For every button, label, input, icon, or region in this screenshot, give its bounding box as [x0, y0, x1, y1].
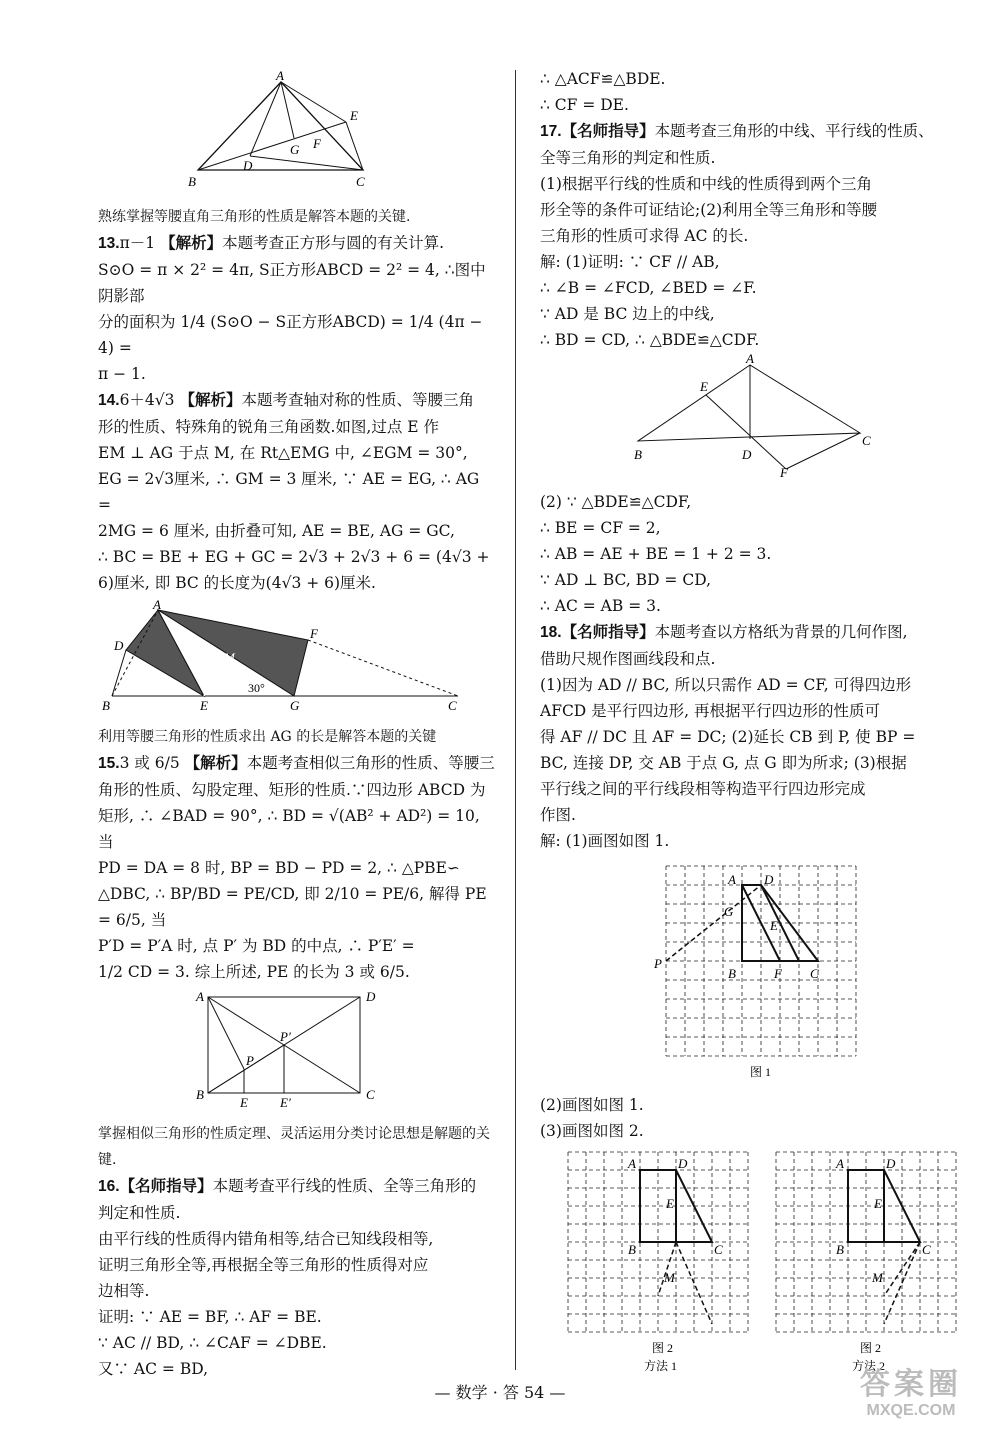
p16-line-4: 边相等.	[98, 1282, 150, 1300]
svg-text:E: E	[240, 1095, 248, 1110]
p13-answer: π－1	[119, 234, 156, 252]
p15-line-6: 1/2 CD = 3. 综上所述, PE 的长为 3 或 6/5.	[98, 963, 410, 981]
p16-tag: 【名师指导】	[119, 1176, 213, 1195]
svg-text:E′: E′	[280, 1095, 291, 1110]
p16-line-1: 判定和性质.	[98, 1204, 181, 1222]
p17-number: 17.	[540, 123, 562, 140]
svg-text:D: D	[678, 1156, 688, 1171]
p14-number: 14.	[98, 392, 120, 409]
svg-text:E: E	[350, 108, 358, 123]
p15-line-2: 矩形, ∴ ∠BAD = 90°, ∴ BD = √(AB² + AD²) = 10, 当	[98, 807, 480, 851]
svg-text:E: E	[770, 918, 778, 933]
p14-line-3: EG = 2√3厘米, ∴ GM = 3 厘米, ∵ AE = EG, ∴ AG =	[98, 470, 480, 514]
svg-text:P: P	[246, 1053, 254, 1068]
svg-text:D: D	[764, 872, 774, 887]
p14-tag: 【解析】	[179, 390, 242, 409]
figure-triangle-abcdef	[98, 70, 496, 200]
svg-text:C: C	[922, 1242, 931, 1257]
p15-line-1: 角形的性质、勾股定理、矩形的性质.∵四边形 ABCD 为	[98, 781, 486, 799]
p17-line2-0: (2) ∵ △BDE≌△CDF,	[540, 493, 692, 511]
svg-text:D: D	[366, 989, 376, 1004]
figure-triangle-median	[540, 351, 960, 485]
p14-line-1: 形的性质、特殊角的锐角三角函数.如图,过点 E 作	[98, 418, 440, 436]
p17-line2-2: ∴ AB = AE + BE = 1 + 2 = 3.	[540, 545, 772, 563]
p18-line2-1: (3)画图如图 2.	[540, 1122, 644, 1140]
p15-line-4: △DBC, ∴ BP/BD = PE/CD, 即 2/10 = PE/6, 解得 PE = 6/5, 当	[98, 885, 487, 929]
p16-line-0: 本题考查平行线的性质、全等三角形的	[212, 1177, 477, 1195]
p16-line-3: 证明三角形全等,再根据全等三角形的性质得对应	[98, 1256, 429, 1274]
p18-line-0: 本题考查以方格纸为背景的几何作图,	[654, 623, 908, 641]
svg-text:G: G	[724, 904, 734, 919]
p16-line-6: ∵ AC // BD, ∴ ∠CAF = ∠DBE.	[98, 1334, 327, 1352]
figure-rectangle-abcd	[98, 989, 496, 1117]
svg-text:D: D	[243, 158, 253, 173]
p18-line-2: (1)因为 AD // BC, 所以只需作 AD = CF, 可得四边形	[540, 676, 912, 694]
p13-line-2: 分的面积为 1/4 (S⊙O − S正方形ABCD) = 1/4 (4π − 4) =	[98, 313, 483, 357]
p18-line-5: BC, 连接 DP, 交 AB 于点 G, 点 G 即为所求; (3)根据	[540, 754, 907, 772]
svg-text:C: C	[448, 698, 457, 713]
p18-line-6: 平行线之间的平行线段相等构造平行四边形完成	[540, 780, 866, 798]
p16-line-5: 证明: ∵ AE = BF, ∴ AF = BE.	[98, 1308, 322, 1326]
svg-text:E: E	[200, 698, 208, 713]
svg-text:30°: 30°	[248, 681, 265, 695]
svg-text:P: P	[654, 956, 662, 971]
svg-text:E: E	[700, 379, 708, 394]
p14-line-0: 本题考查轴对称的性质、等腰三角	[241, 391, 474, 409]
p15-line-0: 本题考查相似三角形的性质、等腰三	[246, 754, 495, 772]
watermark	[846, 1368, 976, 1430]
svg-text:A: A	[746, 351, 754, 366]
svg-text:M: M	[224, 650, 235, 665]
p18-line-8: 解: (1)画图如图 1.	[540, 832, 670, 850]
page-footer: — 数学 · 答 54 —	[434, 1383, 566, 1402]
watermark-bottom: MXQE.COM	[866, 1402, 956, 1419]
svg-text:B: B	[628, 1242, 636, 1257]
p16-line-2: 由平行线的性质得内错角相等,结合已知线段相等,	[98, 1230, 434, 1248]
figure-fold-triangle	[98, 597, 496, 720]
svg-text:A: A	[276, 68, 284, 83]
svg-text:D: D	[114, 638, 124, 653]
svg-text:C: C	[356, 174, 365, 189]
svg-text:B: B	[188, 174, 196, 189]
svg-text:C: C	[366, 1087, 375, 1102]
svg-text:A: A	[153, 597, 161, 612]
svg-text:A: A	[728, 872, 736, 887]
p17-line-1: 全等三角形的判定和性质.	[540, 149, 716, 167]
p14-answer: 6＋4√3	[119, 391, 175, 409]
p15-answer: 3 或 6/5	[119, 754, 180, 772]
fig2b-caption: 图 2	[860, 1341, 882, 1355]
p18-line-7: 作图.	[540, 806, 576, 824]
svg-text:C: C	[862, 433, 871, 448]
p17-tag: 【名师指导】	[561, 121, 655, 140]
svg-text:M: M	[664, 1270, 675, 1285]
p15-number: 15.	[98, 755, 120, 772]
svg-text:A: A	[196, 989, 204, 1004]
p17-line-7: ∵ AD 是 BC 边上的中线,	[540, 305, 715, 323]
fig2a-sub: 方法 1	[644, 1359, 678, 1373]
svg-text:B: B	[836, 1242, 844, 1257]
p15-line-3: PD = DA = 8 时, BP = BD − PD = 2, ∴ △PBE∽	[98, 859, 460, 877]
fig2a-caption: 图 2	[652, 1341, 674, 1355]
p17-line-4: 三角形的性质可求得 AC 的长.	[540, 227, 749, 245]
left-column	[98, 66, 496, 1382]
svg-text:D: D	[886, 1156, 896, 1171]
svg-text:P′: P′	[280, 1029, 291, 1044]
p16-cont-0: ∴ △ACF≌△BDE.	[540, 70, 666, 88]
svg-text:F: F	[780, 465, 788, 480]
svg-text:F: F	[310, 626, 318, 641]
p13-number: 13.	[98, 235, 120, 252]
svg-text:C: C	[810, 966, 819, 981]
p16-line-7: 又∵ AC = BD,	[98, 1360, 209, 1378]
p17-line-5: 解: (1)证明: ∵ CF // AB,	[540, 253, 720, 271]
p18-line2-0: (2)画图如图 1.	[540, 1096, 644, 1114]
figure-grid-2	[540, 1148, 960, 1388]
svg-text:B: B	[634, 447, 642, 462]
p18-line-4: 得 AF // DC 且 AF = DC; (2)延长 CB 到 P, 使 BP =	[540, 728, 916, 746]
right-column	[540, 66, 960, 1392]
svg-text:A: A	[628, 1156, 636, 1171]
svg-text:M: M	[872, 1270, 883, 1285]
p14-line-5: ∴ BC = BE + EG + GC = 2√3 + 2√3 + 6 = (4√3 +	[98, 548, 490, 566]
fig1-caption: 图 1	[750, 1065, 772, 1079]
svg-text:F: F	[313, 136, 321, 151]
p17-line-0: 本题考查三角形的中线、平行线的性质、	[654, 122, 934, 140]
p16-cont-1: ∴ CF = DE.	[540, 96, 629, 114]
p14-line-2: EM ⊥ AG 于点 M, 在 Rt△EMG 中, ∠EGM = 30°,	[98, 444, 468, 462]
p17-line2-1: ∴ BE = CF = 2,	[540, 519, 661, 537]
svg-text:B: B	[196, 1087, 204, 1102]
svg-text:E: E	[874, 1196, 882, 1211]
svg-text:B: B	[728, 966, 736, 981]
p18-number: 18.	[540, 624, 562, 641]
svg-text:G: G	[290, 698, 300, 713]
p15-note: 掌握相似三角形的性质定理、灵活运用分类讨论思想是解题的关键.	[98, 1126, 490, 1168]
svg-text:F: F	[774, 966, 782, 981]
fig2b-sub: 方法 2	[852, 1359, 886, 1373]
p17-line-6: ∴ ∠B = ∠FCD, ∠BED = ∠F.	[540, 279, 757, 297]
p15-tag: 【解析】	[184, 753, 247, 772]
p15-line-5: P′D = P′A 时, 点 P′ 为 BD 的中点, ∴ P′E′ =	[98, 937, 415, 955]
p18-tag: 【名师指导】	[561, 622, 655, 641]
svg-text:C: C	[714, 1242, 723, 1257]
p17-line-2: (1)根据平行线的性质和中线的性质得到两个三角	[540, 175, 872, 193]
p14-line-6: 6)厘米, 即 BC 的长度为(4√3 + 6)厘米.	[98, 574, 376, 592]
p14-note: 利用等腰三角形的性质求出 AG 的长是解答本题的关键	[98, 729, 437, 745]
p16-number: 16.	[98, 1178, 120, 1195]
p13-line-0: 本题考查正方形与圆的有关计算.	[222, 234, 445, 252]
p17-line2-4: ∴ AC = AB = 3.	[540, 597, 661, 615]
p18-line-1: 借助尺规作图画线段和点.	[540, 650, 716, 668]
column-divider	[515, 70, 516, 1370]
p17-line2-3: ∵ AD ⊥ BC, BD = CD,	[540, 571, 711, 589]
p14-line-4: 2MG = 6 厘米, 由折叠可知, AE = BE, AG = GC,	[98, 522, 455, 540]
p18-line-3: AFCD 是平行四边形, 再根据平行四边形的性质可	[540, 702, 881, 720]
svg-text:B: B	[102, 698, 110, 713]
svg-text:E: E	[666, 1196, 674, 1211]
p17-line-3: 形全等的条件可证结论;(2)利用全等三角形和等腰	[540, 201, 878, 219]
svg-text:A: A	[836, 1156, 844, 1171]
figure-grid-1	[540, 858, 960, 1088]
svg-text:G: G	[290, 142, 300, 157]
p12-note: 熟练掌握等腰直角三角形的性质是解答本题的关键.	[98, 209, 411, 225]
svg-text:D: D	[742, 447, 752, 462]
p13-tag: 【解析】	[160, 233, 223, 252]
p13-line-3: π − 1.	[98, 365, 146, 383]
p17-line-8: ∴ BD = CD, ∴ △BDE≌△CDF.	[540, 331, 760, 349]
p13-line-1: S⊙O = π × 2² = 4π, S正方形ABCD = 2² = 4, ∴图中阴影部	[98, 261, 486, 305]
watermark-top: 答案圈	[860, 1368, 962, 1401]
